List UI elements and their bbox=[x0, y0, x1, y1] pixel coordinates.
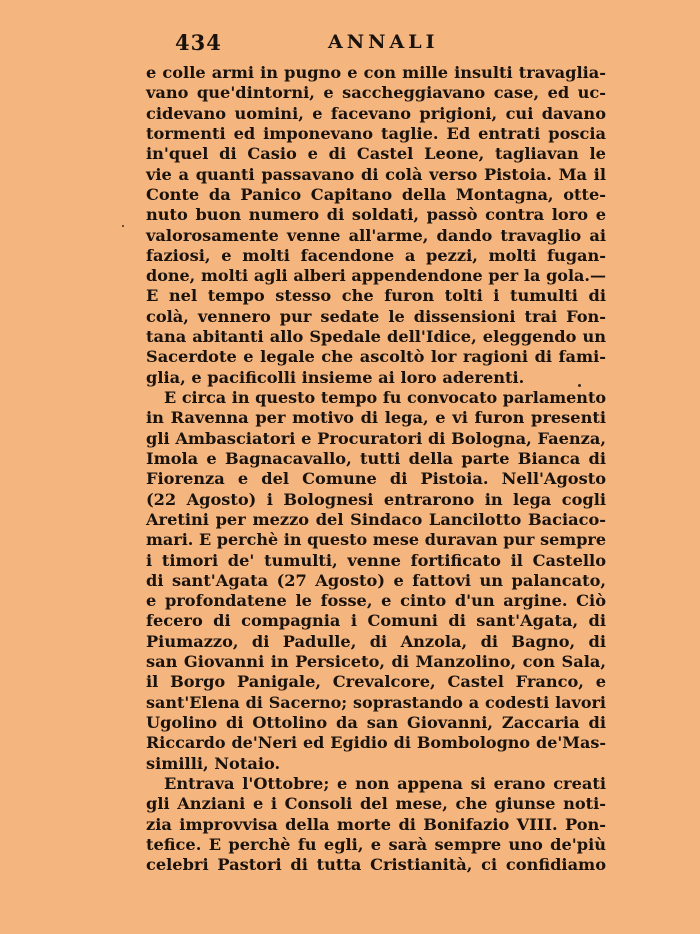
body-text bbox=[146, 63, 606, 876]
text-line: il Borgo Panigale, Crevalcore, Castel Franco, e bbox=[146, 672, 606, 692]
text-line: in'quel di Casio e di Castel Leone, tagliavan le bbox=[146, 144, 606, 164]
text-line: gli Anziani e i Consoli del mese, che giunse noti- bbox=[146, 794, 606, 814]
text-line: in Ravenna per motivo di lega, e vi furon presenti bbox=[146, 408, 606, 428]
running-title: ANNALI bbox=[328, 31, 439, 53]
text-line: (22 Agosto) i Bolognesi entrarono in lega cogli bbox=[146, 489, 606, 509]
text-line: gli Ambasciatori e Procuratori di Bologna, Faenza, bbox=[146, 428, 606, 448]
text-line: E nel tempo stesso che furon tolti i tumulti di bbox=[146, 286, 606, 306]
text-line: similli, Notaio. bbox=[146, 753, 281, 773]
text-line: nuto buon numero di soldati, passò contra loro e bbox=[146, 205, 606, 225]
text-line: E circa in questo tempo fu convocato parlamento bbox=[164, 388, 606, 407]
text-line: e colle armi in pugno e con mille insulti travaglia- bbox=[146, 63, 606, 82]
ink-speck bbox=[578, 384, 581, 387]
text-line: Aretini per mezzo del Sindaco Lancilotto Baciaco- bbox=[146, 509, 606, 529]
page-number: 434 bbox=[175, 30, 222, 55]
text-line: e profondatene le fosse, e cinto d'un argine. Ciò bbox=[146, 591, 606, 611]
page-header bbox=[0, 30, 700, 56]
text-line: celebri Pastori di tutta Cristianità, ci confidiamo bbox=[146, 855, 606, 875]
text-line: zia improvvisa della morte di Bonifazio VIII. Pon- bbox=[146, 814, 606, 834]
text-line: Piumazzo, di Padulle, di Anzola, di Bagno, di bbox=[146, 631, 606, 651]
text-line: san Giovanni in Persiceto, di Manzolino, con Sala, bbox=[146, 652, 606, 672]
text-line: Fiorenza e del Comune di Pistoia. Nell'Agosto bbox=[146, 469, 606, 489]
text-line: valorosamente venne all'arme, dando travaglio ai bbox=[146, 225, 606, 245]
text-line: glia, e pacificolli insieme ai loro aderenti. bbox=[146, 367, 525, 387]
text-line: tormenti ed imponevano taglie. Ed entrati poscia bbox=[146, 123, 606, 143]
text-line: done, molti agli alberi appendendone per la gola.— bbox=[146, 266, 606, 286]
text-line: fecero di compagnia i Comuni di sant'Agata, di bbox=[146, 611, 606, 631]
text-line: colà, vennero pur sedate le dissensioni trai Fon- bbox=[146, 306, 606, 326]
text-line: vano que'dintorni, e saccheggiavano case, ed uc- bbox=[146, 83, 606, 103]
text-line: tefice. E perchè fu egli, e sarà sempre uno de'più bbox=[146, 834, 606, 854]
text-line: Imola e Bagnacavallo, tutti della parte Bianca di bbox=[146, 448, 606, 468]
text-line: faziosi, e molti facendone a pezzi, molti fugan- bbox=[146, 245, 606, 265]
text-line: Riccardo de'Neri ed Egidio di Bombologno de'Mas- bbox=[146, 733, 606, 753]
text-line: cidevano uomini, e facevano prigioni, cui davano bbox=[146, 103, 606, 123]
text-line: sant'Elena di Sacerno; soprastando a codesti lavori bbox=[146, 692, 606, 712]
text-line: i timori de' tumulti, venne fortificato il Castello bbox=[146, 550, 606, 570]
text-line: Sacerdote e legale che ascoltò lor ragioni di fami- bbox=[146, 347, 606, 367]
text-line: mari. E perchè in questo mese duravan pur sempre bbox=[146, 530, 606, 550]
text-line: di sant'Agata (27 Agosto) e fattovi un palancato, bbox=[146, 570, 606, 590]
ink-speck bbox=[122, 225, 124, 227]
text-line: Entrava l'Ottobre; e non appena si erano creati bbox=[164, 773, 606, 793]
text-line: Ugolino di Ottolino da san Giovanni, Zaccaria di bbox=[146, 713, 606, 732]
text-line: Conte da Panico Capitano della Montagna, otte- bbox=[146, 184, 606, 204]
text-line: tana abitanti allo Spedale dell'Idice, eleggendo un bbox=[146, 327, 606, 347]
text-line: vie a quanti passavano di colà verso Pistoia. Ma il bbox=[146, 164, 606, 184]
